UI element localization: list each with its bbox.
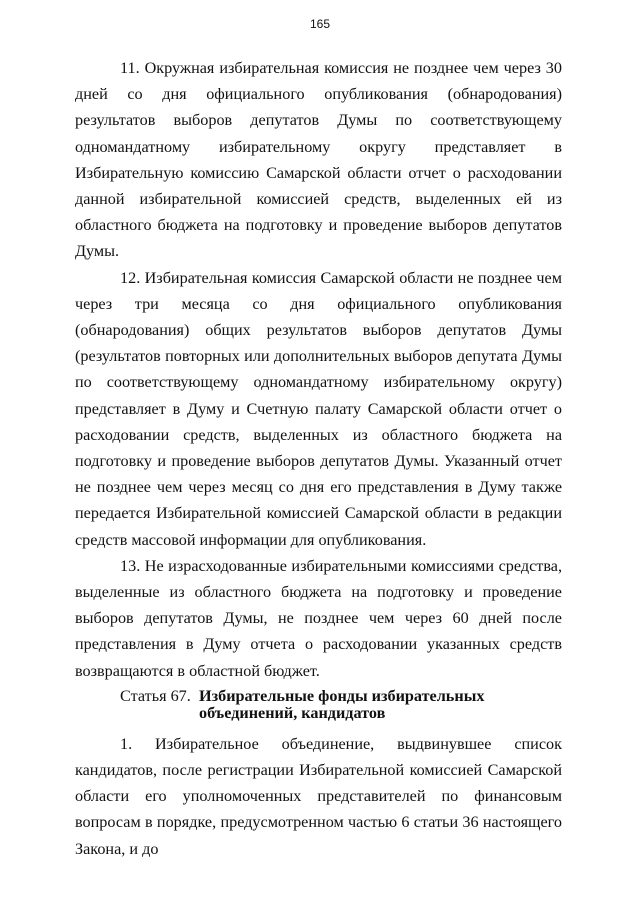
article-number: Статья 67.	[120, 686, 191, 705]
article-title: Избирательные фонды избирательных объединений, кандидатов	[199, 686, 485, 722]
document-body	[75, 55, 562, 862]
article-heading	[75, 688, 562, 722]
paragraph-12: 12. Избирательная комиссия Самарской области не позднее чем через три месяца со дня официального опубликования (обнародования) общих результатов выборов депутатов Думы (результатов повторных или дополнительных выборов депутата Думы по соответствующему одномандатному избирательному округу) представляет в Думу и Счетную палату Самарской области отчет о расходовании средств, выделенных из областного бюджета на подготовку и проведение выборов депутатов Думы. Указанный отчет не позднее чем через месяц со дня его представления в Думу также передается Избирательной комиссией Самарской области в редакции средств массовой информации для опубликования.	[75, 268, 562, 549]
paragraph-13: 13. Не израсходованные избирательными комиссиями средства, выделенные из областного бюджета на подготовку и проведение выборов депутатов Думы, не позднее чем через 60 дней после представления в Думу отчета о расходовании указанных средств возвращаются в областной бюджет.	[75, 556, 562, 680]
page-number: 165	[309, 17, 331, 31]
paragraph-11: 11. Окружная избирательная комиссия не позднее чем через 30 дней со дня официального опубликования (обнародования) результатов выборов депутатов Думы по соответствующему одномандатному избирательному округу представляет в Избирательную комиссию Самарской области отчет о расходовании данной избирательной комиссией средств, выделенных ей из областного бюджета на подготовку и проведение выборов депутатов Думы.	[75, 59, 562, 261]
article-paragraph-1: 1. Избирательное объединение, выдвинувшее список кандидатов, после регистрации Избирательной комиссией Самарской области его уполномоченных представителей по финансовым вопросам в порядке, предусмотренном частью 6 статьи 36 настоящего Закона, и до	[75, 734, 562, 858]
